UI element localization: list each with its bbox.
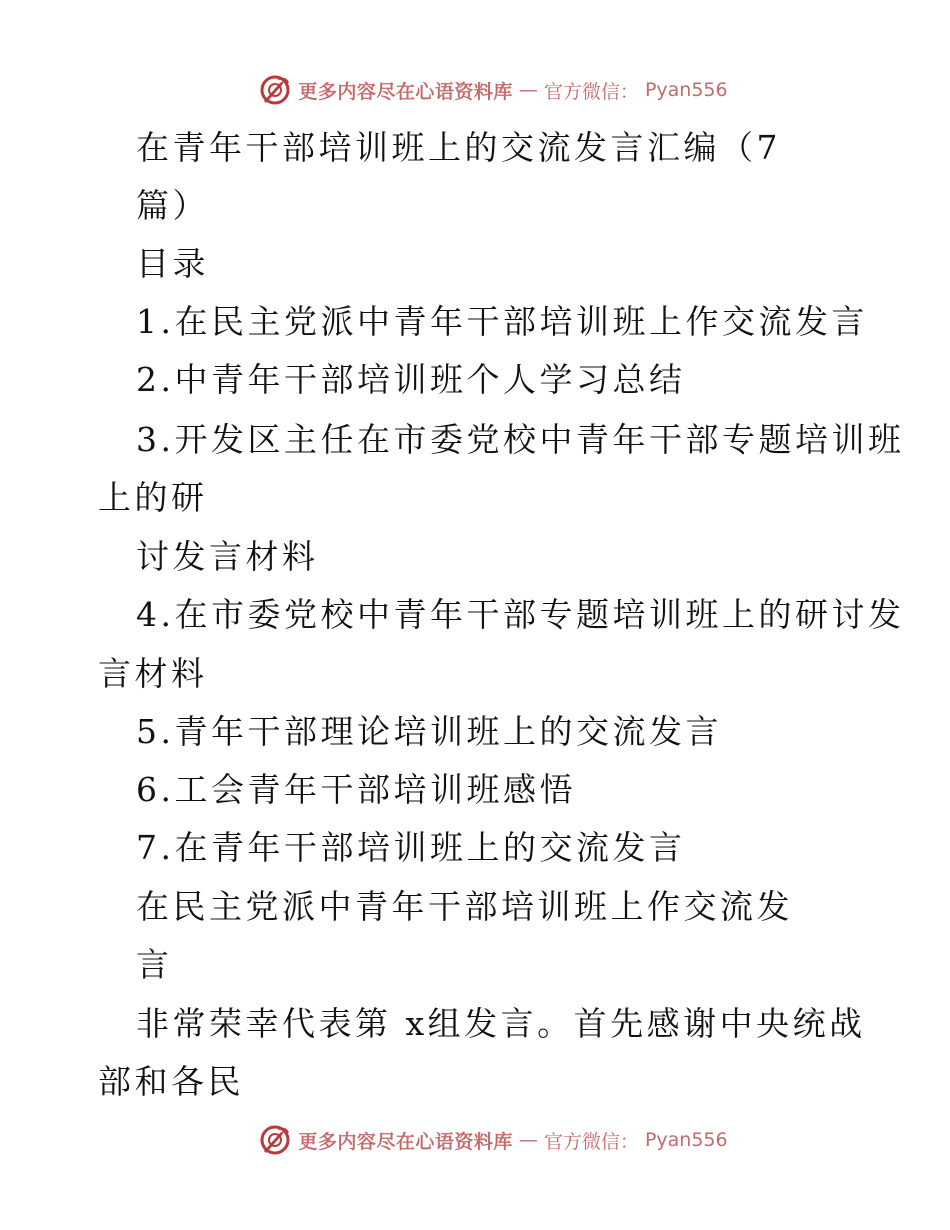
banner-wechat-id: Pyan556 bbox=[644, 1129, 728, 1151]
banner-wechat-label: 官方微信： bbox=[543, 80, 639, 103]
banner-text: 更多内容尽在心语资料库 bbox=[298, 1130, 513, 1153]
document-title-line-2: 篇） bbox=[136, 186, 209, 225]
toc-item: 1.在民主党派中青年干部培训班上作交流发言 bbox=[136, 302, 868, 341]
section-title-line-2: 言 bbox=[136, 945, 173, 984]
section-title-line-1: 在民主党派中青年干部培训班上作交流发 bbox=[136, 887, 793, 926]
footer-banner-content bbox=[258, 1123, 727, 1157]
document-title-line-1: 在青年干部培训班上的交流发言汇编（7 bbox=[136, 128, 781, 167]
banner-dash: — bbox=[518, 1129, 538, 1151]
toc-heading: 目录 bbox=[136, 244, 209, 283]
pen-logo-icon bbox=[258, 73, 292, 107]
header-banner bbox=[0, 70, 950, 110]
banner-wechat-id: Pyan556 bbox=[644, 79, 728, 101]
header-banner-content bbox=[258, 73, 727, 107]
body-paragraph-line-1: 非常荣幸代表第 x组发言。首先感谢中央统战 bbox=[136, 1004, 866, 1043]
toc-item: 2.中青年干部培训班个人学习总结 bbox=[136, 360, 686, 399]
toc-item: 5.青年干部理论培训班上的交流发言 bbox=[136, 712, 722, 751]
toc-item-continuation: 上的研 bbox=[98, 478, 208, 517]
toc-item-continuation: 讨发言材料 bbox=[136, 537, 319, 576]
toc-item: 7.在青年干部培训班上的交流发言 bbox=[136, 828, 686, 867]
toc-item: 6.工会青年干部培训班感悟 bbox=[136, 770, 576, 809]
body-paragraph-line-2: 部和各民 bbox=[98, 1062, 244, 1101]
toc-item: 4.在市委党校中青年干部专题培训班上的研讨发 bbox=[136, 595, 905, 634]
toc-item-continuation: 言材料 bbox=[98, 654, 208, 693]
banner-text: 更多内容尽在心语资料库 bbox=[298, 80, 513, 103]
pen-logo-icon bbox=[258, 1123, 292, 1157]
footer-banner bbox=[0, 1120, 950, 1160]
toc-item: 3.开发区主任在市委党校中青年干部专题培训班 bbox=[136, 420, 905, 459]
banner-dash: — bbox=[518, 79, 538, 101]
banner-wechat-label: 官方微信： bbox=[543, 1130, 639, 1153]
